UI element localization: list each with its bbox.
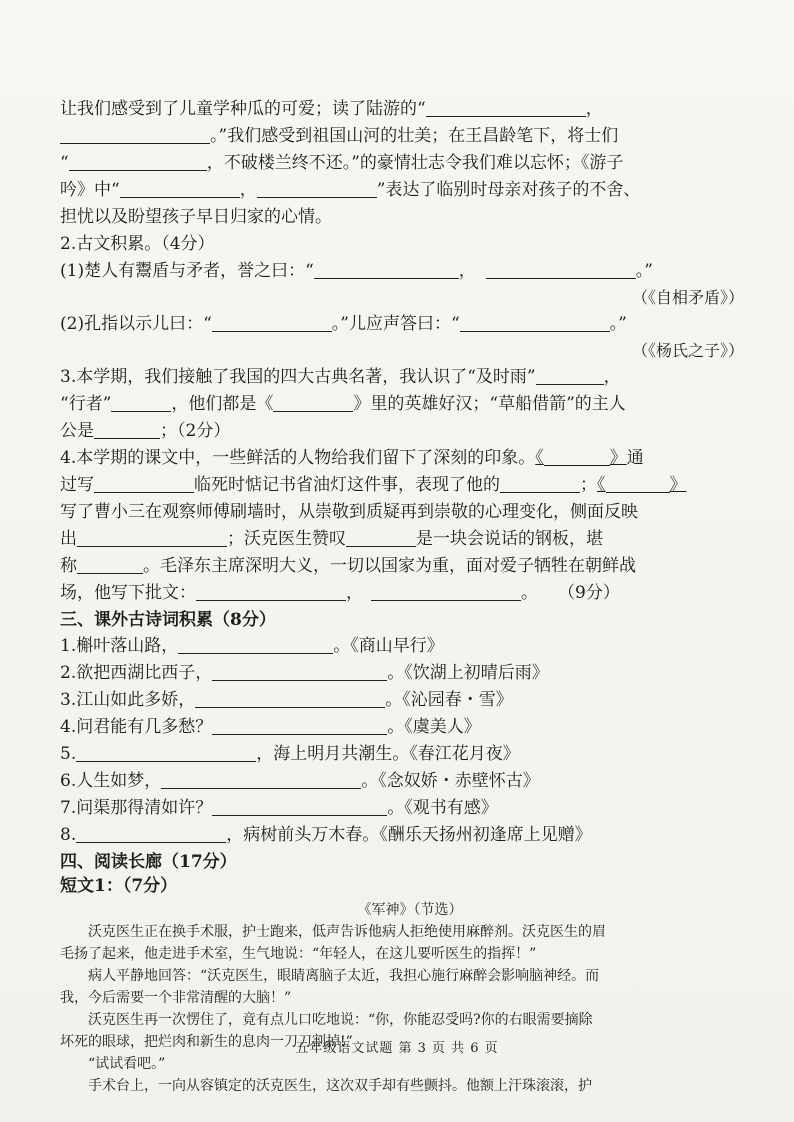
answer-blank[interactable]	[606, 474, 670, 493]
q4-line-4: 出 ；沃克医生赞叹 是一块会说话的钢板，堪	[60, 529, 603, 549]
poem-item-6: 6.人生如梦， 。《念奴娇・赤壁怀古》	[60, 771, 540, 791]
answer-blank[interactable]	[212, 797, 387, 816]
answer-blank[interactable]	[69, 152, 207, 171]
answer-blank[interactable]	[486, 260, 636, 279]
answer-blank[interactable]	[60, 125, 210, 144]
q1-line-3: “ ，不破楼兰终不还。”的豪情壮志令我们难以忘怀；《游子	[60, 153, 624, 173]
answer-blank[interactable]	[212, 716, 387, 735]
q4-line-2: 过写 临死时惦记书省油灯这件事，表现了他的 ；《 》	[60, 475, 687, 495]
answer-blank[interactable]	[94, 420, 160, 439]
passage-paragraph-4: “试试看吧。”	[88, 1056, 166, 1072]
q1-line-1: 让我们感受到了儿童学种瓜的可爱；读了陆游的“ ，	[60, 99, 603, 119]
poem-item-5: 5. ，海上明月共潮生。《春江花月夜》	[60, 744, 520, 764]
q2-part-1-source: （《自相矛盾》）	[631, 288, 744, 307]
q4-line-1: 4.本学期的课文中，一些鲜活的人物给我们留下了深刻的印象。《 》通	[60, 448, 644, 468]
q4-line-3: 写了曹小三在观察师傅刷墙时，从崇敬到质疑再到崇敬的心理变化，侧面反映	[60, 502, 638, 522]
poem-item-7: 7.问渠那得清如许？ 。《观书有感》	[60, 798, 498, 818]
answer-blank[interactable]	[77, 555, 143, 574]
poem-item-1: 1.槲叶落山路， 。《商山早行》	[60, 636, 444, 656]
q4-line-6: 场，他写下批文： ， 。 （9分）	[60, 583, 620, 603]
passage-paragraph-5: 手术台上，一向从容镇定的沃克医生，这次双手却有些颤抖。他额上汗珠滚滚，护	[88, 1078, 592, 1094]
q2-part-2-source: （《杨氏之子》）	[631, 341, 744, 360]
answer-blank[interactable]	[500, 474, 580, 493]
page-footer: 五年级语文试题 第 3 页 共 6 页	[295, 1041, 499, 1056]
exam-content	[60, 96, 760, 1097]
answer-blank[interactable]	[76, 824, 226, 843]
q3-line-3: 公是 ；（2分）	[60, 421, 231, 441]
poem-item-8: 8. ，病树前头万木春。《酬乐天扬州初逢席上见赠》	[60, 825, 592, 845]
answer-blank[interactable]	[536, 366, 604, 385]
q2-part-1: (1)楚人有鬻盾与矛者，誉之曰：“ ， 。”	[60, 261, 653, 281]
q1-line-5: 担忧以及盼望孩子早日归家的心情。	[60, 207, 332, 227]
section-4-heading: 四、阅读长廊（17分）	[60, 852, 237, 872]
answer-blank[interactable]	[346, 528, 416, 547]
answer-blank[interactable]	[120, 179, 240, 198]
q3-line-1: 3.本学期，我们接触了我国的四大古典名著，我认识了“及时雨” ，	[60, 367, 621, 387]
answer-blank[interactable]	[257, 179, 377, 198]
answer-blank[interactable]	[195, 689, 385, 708]
answer-blank[interactable]	[94, 474, 194, 493]
q2-part-2: (2)孔指以示儿曰：“ 。”儿应声答曰：“ 。”	[60, 314, 627, 334]
answer-blank[interactable]	[460, 313, 610, 332]
answer-blank[interactable]	[111, 393, 171, 412]
q1-line-4: 吟》中“ ， ”表达了临别时母亲对孩子的不舍、	[60, 180, 641, 200]
answer-blank[interactable]	[178, 635, 333, 654]
answer-blank[interactable]	[314, 260, 459, 279]
q3-line-2: “行者” ，他们都是《 》里的英雄好汉；“草船借箭”的主人	[60, 394, 626, 414]
answer-blank[interactable]	[77, 528, 227, 547]
q1-line-2: 。”我们感受到祖国山河的壮美；在王昌龄笔下，将士们	[60, 123, 760, 150]
passage-paragraph-3: 沃克医生再一次愣住了，竟有点儿口吃地说：“你，你能忍受吗?你的右眼需要摘除	[88, 1012, 593, 1028]
answer-blank[interactable]	[544, 447, 610, 466]
q2-title: 2.古文积累。（4分）	[60, 234, 215, 254]
answer-blank[interactable]	[196, 582, 346, 601]
answer-blank[interactable]	[212, 313, 332, 332]
answer-blank[interactable]	[161, 770, 361, 789]
answer-blank[interactable]	[212, 662, 387, 681]
passage-paragraph-3-cont: 坏死的眼球，把烂肉和新生的息肉一刀刀割掉!”	[60, 1034, 353, 1050]
passage-paragraph-2-cont: 我，今后需要一个非常清醒的大脑！”	[60, 990, 292, 1006]
answer-blank[interactable]	[76, 743, 256, 762]
answer-blank[interactable]	[426, 98, 586, 117]
answer-blank[interactable]	[273, 393, 353, 412]
passage-paragraph-1-cont: 毛扬了起来，他走进手术室，生气地说：“年轻人，在这儿要听医生的指挥！”	[60, 946, 537, 962]
passage-paragraph-2: 病人平静地回答：“沃克医生，眼睛离脑子太近，我担心施行麻醉会影响脑神经。而	[88, 968, 600, 984]
section-3-heading: 三、课外古诗词积累（8分）	[60, 610, 276, 630]
poem-item-2: 2.欲把西湖比西子， 。《饮湖上初晴后雨》	[60, 663, 549, 683]
q4-line-5: 称 。毛泽东主席深明大义，一切以国家为重，面对爱子牺牲在朝鲜战	[60, 556, 636, 576]
answer-blank[interactable]	[371, 582, 521, 601]
passage-paragraph-1: 沃克医生正在换手术服，护士跑来，低声告诉他病人拒绝使用麻醉剂。沃克医生的眉	[88, 924, 606, 940]
poem-item-3: 3.江山如此多娇， 。《沁园春・雪》	[60, 690, 513, 710]
passage-1-label: 短文1：（7分）	[60, 876, 178, 896]
passage-title: 《军神》（节选）	[357, 902, 463, 918]
poem-item-4: 4.问君能有几多愁？ 。《虞美人》	[60, 717, 481, 737]
